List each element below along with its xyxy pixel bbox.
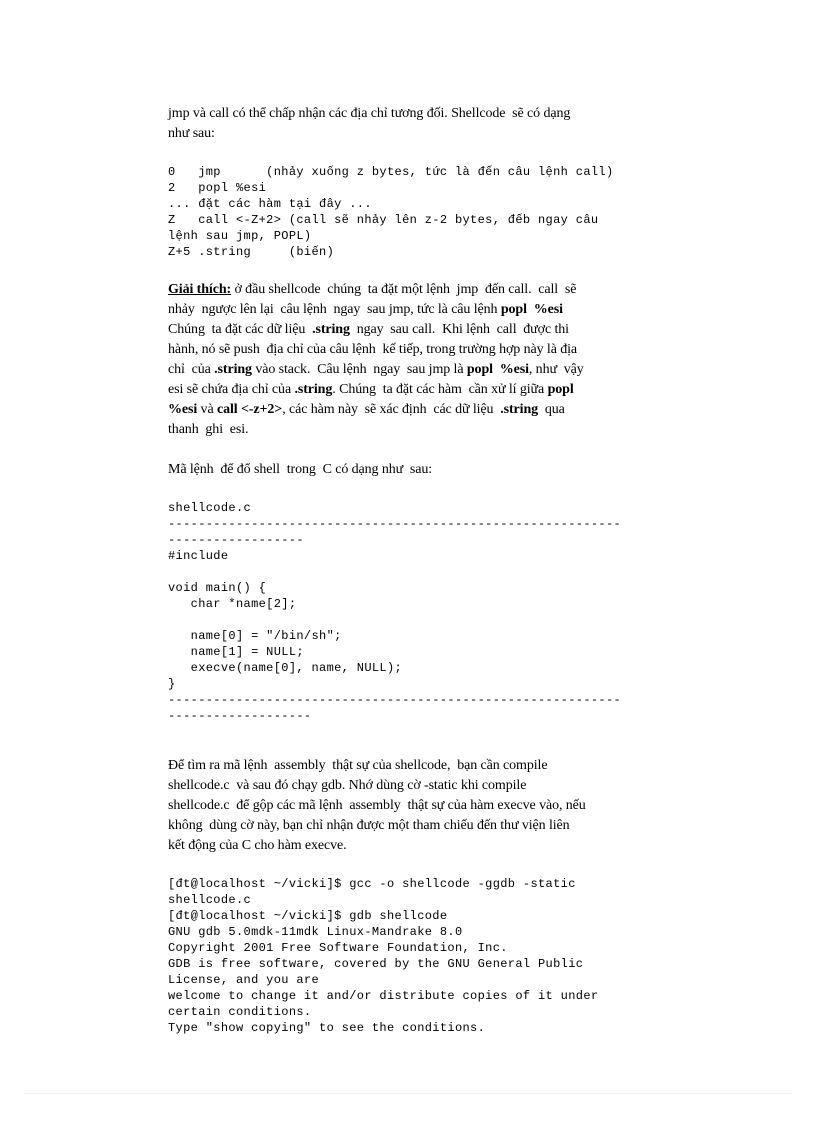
bold-term: popl %esi <box>466 362 529 377</box>
code-line: 2 popl %esi <box>168 181 267 195</box>
bold-term: %esi <box>168 402 198 417</box>
page-content <box>168 104 648 1036</box>
spacer <box>168 480 648 500</box>
text-run: . Chúng ta đặt các hàm cần xử lí giữa <box>332 382 548 397</box>
code-block-shellcode-c <box>168 500 648 724</box>
code-line: char *name[2]; <box>168 597 297 611</box>
code-line: } <box>168 677 176 691</box>
text-run: vào stack. Câu lệnh ngay sau jmp là <box>251 362 467 377</box>
code-line: Z+5 .string (biến) <box>168 245 335 259</box>
code-line: ------------------ <box>168 533 304 547</box>
text-line: jmp và call có thể chấp nhận các địa chỉ tương đối. Shellcode sẽ có dạng <box>168 106 571 121</box>
text-line: shellcode.c để gộp các mã lệnh assembly thật sự của hàm execve vào, nếu <box>168 798 586 813</box>
text-run: , như vậy <box>528 362 584 377</box>
text-run: và <box>197 402 217 417</box>
code-line: GDB is free software, covered by the GNU General Public <box>168 957 584 971</box>
code-line: certain conditions. <box>168 1005 312 1019</box>
bold-term: .string <box>312 322 350 337</box>
page-bottom-divider <box>24 1093 792 1094</box>
code-line: execve(name[0], name, NULL); <box>168 661 403 675</box>
spacer <box>168 144 648 164</box>
text-run: hành, nó sẽ push địa chỉ của câu lệnh kế tiếp, trong trường hợp này là địa <box>168 342 578 357</box>
code-line: 0 jmp (nhảy xuống z bytes, tức là đến câu lệnh call) <box>168 165 614 179</box>
text-line: như sau: <box>168 126 215 141</box>
explanation-label: Giải thích: <box>168 282 232 297</box>
text-run: thanh ghi esi. <box>168 422 249 437</box>
code-line: ------------------------------------------------------------ <box>168 517 622 531</box>
text-line: shellcode.c và sau đó chạy gdb. Nhớ dùng cờ -static khi compile <box>168 778 527 793</box>
code-line: [đt@localhost ~/vicki]$ gdb shellcode <box>168 909 448 923</box>
code-line: name[0] = "/bin/sh"; <box>168 629 342 643</box>
spacer <box>168 856 648 876</box>
text-run: ngay sau call. Khi lệnh call được thi <box>349 322 569 337</box>
code-line: ... đặt các hàm tại đây ... <box>168 197 372 211</box>
code-line: ------------------- <box>168 709 312 723</box>
code-line: shellcode.c <box>168 893 252 907</box>
spacer <box>168 260 648 280</box>
bold-term: .string <box>214 362 252 377</box>
compile-paragraph <box>168 756 648 856</box>
bold-term: popl %esi <box>500 302 563 317</box>
code-line: lệnh sau jmp, POPL) <box>168 229 312 243</box>
shell-intro-paragraph: Mã lệnh để đổ shell trong C có dạng như sau: <box>168 462 433 477</box>
code-line: welcome to change it and/or distribute copies of it under <box>168 989 599 1003</box>
bold-term: call <-z+2> <box>216 402 283 417</box>
bold-term: .string <box>500 402 539 417</box>
code-line: ------------------------------------------------------------ <box>168 693 622 707</box>
code-line: License, and you are <box>168 973 320 987</box>
text-line: không dùng cờ này, bạn chỉ nhận được một tham chiếu đến thư viện liên <box>168 818 570 833</box>
code-line: shellcode.c <box>168 501 252 515</box>
intro-paragraph <box>168 104 648 144</box>
code-block-assembly-layout <box>168 164 648 260</box>
code-line: Copyright 2001 Free Software Foundation, Inc. <box>168 941 508 955</box>
code-line: GNU gdb 5.0mdk-11mdk Linux-Mandrake 8.0 <box>168 925 463 939</box>
text-run: ở đầu shellcode chúng ta đặt một lệnh jmp đến call. call sẽ <box>231 282 577 297</box>
code-block-gdb-session <box>168 876 648 1036</box>
text-run: esi sẽ chứa địa chỉ của <box>168 382 295 397</box>
code-line: Z call <-Z+2> (call sẽ nhảy lên z-2 bytes, đếb ngay câu <box>168 213 599 227</box>
bold-term: popl <box>547 382 574 397</box>
text-run: , các hàm này sẽ xác định các dữ liệu <box>282 402 501 417</box>
text-line: Để tìm ra mã lệnh assembly thật sự của shellcode, bạn cần compile <box>168 758 548 773</box>
spacer <box>168 724 648 756</box>
text-run: Chúng ta đặt các dữ liệu <box>168 322 313 337</box>
explanation-paragraph <box>168 280 648 440</box>
bold-term: .string <box>294 382 333 397</box>
text-run: chỉ của <box>168 362 215 377</box>
code-line: #include <box>168 549 229 563</box>
code-line: void main() { <box>168 581 267 595</box>
text-run: qua <box>538 402 565 417</box>
code-line: [đt@localhost ~/vicki]$ gcc -o shellcode -ggdb -static <box>168 877 576 891</box>
spacer <box>168 440 648 460</box>
text-line: kết động của C cho hàm execve. <box>168 838 347 853</box>
text-run: nhảy ngược lên lại câu lệnh ngay sau jmp, tức là câu lệnh <box>168 302 501 317</box>
code-line: name[1] = NULL; <box>168 645 304 659</box>
code-line: Type "show copying" to see the conditions. <box>168 1021 486 1035</box>
